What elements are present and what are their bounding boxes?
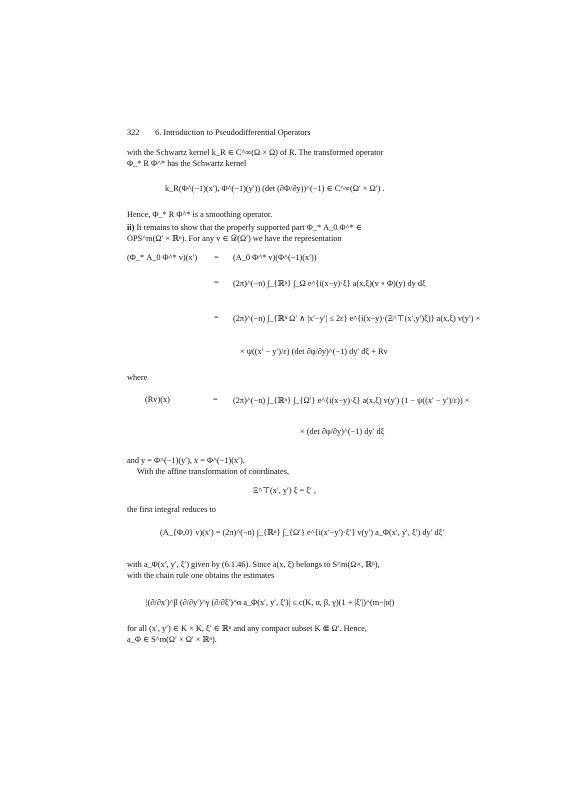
equation-transformed-kernel: k_R(Φ^(−1)(x′), Φ^(−1)(y′)) (det (∂Φ/∂y))^(−1) ∈ C^∞(Ω′ × Ω′) .: [165, 184, 385, 193]
paragraph-first-integral: the first integral reduces to: [127, 505, 216, 514]
equation-a-row-1: (A_0 Φ^* v)(Φ^(−1)(x′)): [233, 253, 317, 262]
paragraph-coordinates-line2: With the affine transformation of coordinates,: [137, 467, 290, 476]
equation-a-row-2: (2π)^(−n) ∫_{ℝⁿ} ∫_Ω e^{i(x−y)·ξ} a(x,ξ)(v ∘ Φ)(y) dy dξ: [233, 279, 426, 288]
paragraph-symbol-line1: with a_Φ(x′, y′, ξ′) given by (6.1.46). Since a(x, ξ) belongs to S^m(Ω×, ℝⁿ),: [127, 560, 380, 569]
equation-b-row-1: (2π)^(−n) ∫_{ℝⁿ} ∫_{Ω′} e^{i(x−y)·ξ} a(x,ξ) v(y′) (1 − ψ((x′ − y′)/ε)) ×: [233, 396, 470, 405]
equation-symbol-estimate: |(∂/∂x′)^β (∂/∂y′)^γ (∂/∂ξ′)^α a_Φ(x′, y′, ξ′)| ≤ c(K, α, β, γ)(1 + |ξ′|)^(m−|α|): [146, 598, 395, 607]
equation-b-eq-1: =: [213, 395, 218, 404]
paragraph-coordinates-line1: and y = Φ^(−1)(y′), x = Φ^(−1)(x′).: [127, 456, 245, 465]
word-where: where: [127, 373, 148, 382]
equation-a-eq-1: =: [214, 253, 219, 262]
equation-reduced-integral: (A_{Φ,0} v)(x′) = (2π)^(−n) ∫_{ℝⁿ} ∫_{Ω′} e^{i(x′−y′)·ξ′} v(y′) a_Φ(x′, y′, ξ′) dy′ dξ′: [160, 528, 445, 537]
equation-a-row-4: × ψ((x′ − y′)/ε) (det ∂φ/∂y)^(−1) dy′ dξ + Rv: [240, 347, 388, 356]
equation-a-row-3: (2π)^(−n) ∫_{ℝⁿ Ω′ ∧ |x′−y′| ≤ 2ε} e^{i(x−y)·(Ξ^⊤(x′,y′)ξ)} a(x,ξ) v(y′) ×: [233, 314, 481, 323]
equation-a-lhs: (Φ_* A_0 Φ^* v)(x′): [127, 253, 198, 262]
paragraph-kernel-line1: with the Schwartz kernel k_R ∈ C^∞(Ω × Ω) of R. The transformed operator: [127, 148, 384, 157]
equation-b-lhs: (Rv)(x): [145, 395, 170, 404]
paragraph-symbol-line2: with the chain rule one obtains the estimates: [127, 571, 275, 580]
paragraph-kernel-line2: Φ_* R Φ^* has the Schwartz kernel: [127, 159, 247, 168]
paragraph-conclusion-line1: for all (x′, y′) ∈ K × K, ξ′ ∈ ℝⁿ and any compact subset K ⋐ Ω′. Hence,: [127, 624, 367, 633]
chapter-title: 6. Introduction to Pseudodifferential Operators: [155, 128, 311, 137]
running-header: [127, 128, 310, 137]
equation-a-eq-3: =: [214, 313, 219, 322]
paragraph-proper-support-line2: OPS^m(Ω′ × ℝⁿ). For any v ∈ 𝒟(Ω′) we have the representation: [127, 234, 342, 243]
paragraph-proper-support-line1: [127, 222, 440, 233]
paragraph-conclusion-line2: a_Φ ∈ S^m(Ω′ × Ω′ × ℝⁿ).: [127, 635, 217, 644]
equation-affine-transform: Ξ^⊤(x′, y′) ξ = ξ′ ,: [253, 486, 316, 495]
equation-a-eq-2: =: [214, 278, 219, 287]
paragraph-proper-support-text: It remains to show that the properly supported part Φ_* A_0 Φ^* ∈: [136, 223, 362, 232]
equation-b-row-2: × (det ∂φ/∂y)^(−1) dy′ dξ: [300, 427, 385, 436]
page-number: 322: [127, 128, 140, 137]
item-label: ii): [127, 223, 135, 232]
paragraph-smoothing: Hence, Φ_* R Φ^* is a smoothing operator.: [127, 210, 273, 219]
